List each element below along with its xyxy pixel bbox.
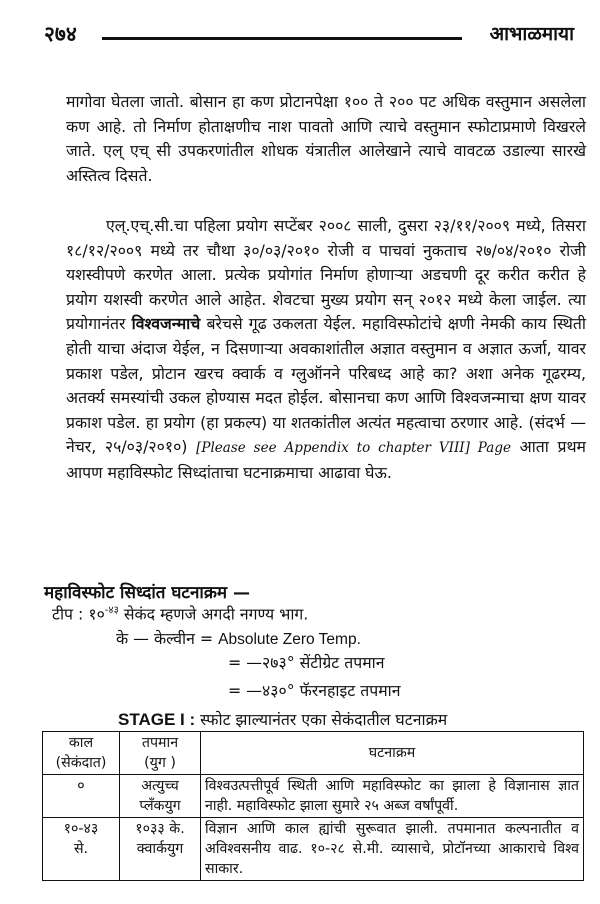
paragraph-2-text-a: एल्.एच्.सी.चा पहिला प्रयोग सप्टेंबर २००८ साली, दुसरा २३/११/२००९ मध्ये, तिसरा १८/१२/२००९ मध्ये तर चौथा ३०/०३/२०१० रोजी व पाचवां नुकताच २७/०४/२०१० रोजी यशस्वीपणे करणेत आला. प्रत्येक प्रयोगांत निर्माण होणाऱ्या अडचणी दूर करीत करीत हे प्रयोग यशस्वी करणेत आले आहेत. शेवटचा मुख्य प्रयोग सन् २०१२ मध्ये केला जाईल. त्या प्रयोगानंतर: [66, 216, 586, 334]
events-table: [42, 731, 584, 881]
header-temp-line1: तपमान: [141, 735, 179, 751]
paragraph-1: मागोवा घेतला जातो. बोसान हा कण प्रोटानपेक्षा १०० ते २०० पट अधिक वस्तुमान असलेला कण आहे. तो निर्माण होताक्षणीच नाश पावतो आणि त्याचे वस्तुमान स्फोटाप्रमाणे विखरले जाते. एल् एच् सी उपकरणांतील शोधक यंत्रातील आलेखाने त्याचे वावटळ उडाल्या सारखे अस्तित्व दिसते.: [66, 92, 586, 185]
note-suffix: सेकंद म्हणजे अगदी नगण्य भाग.: [118, 604, 309, 624]
note-exponent: -४३: [104, 605, 119, 616]
header-time: [43, 732, 120, 775]
row1-event: विश्वउत्पत्तीपूर्व स्थिती आणि महाविस्फोट का झाला हे विज्ञानास ज्ञात नाही. महाविस्फोट झाला सुमारे २५ अब्ज वर्षांपूर्वी.: [201, 775, 584, 818]
header-time-line1: काल: [68, 735, 94, 751]
row2-time-line2: से.: [73, 841, 89, 857]
kelvin-celsius: = —२७३° सेंटीग्रेट तपमान: [228, 653, 385, 672]
paragraph-2-text-c: बरेचसे गूढ उकलता येईल. महाविस्फोटांचे क्षणी नेमकी काय स्थिती होती याचा अंदाज येईल, न दिसणाऱ्या अवकाशांतील अज्ञात वस्तुमान व अज्ञात ऊर्जा, यावर प्रकाश पडेल, प्रोटान खरच क्वार्क व ग्लुऑनने परिबध्द आहे का? अशा अनेक गूढरम्य, अतर्क्य समस्यांची उकल होण्यास मदत होईल. बोसानचा कण आणि विश्वजन्माचा क्षण यावर प्रकाश पडेल. हा प्रयोग (हा प्रकल्प) या शतकांतील अत्यंत महत्वाचा ठरणार आहे. (संदर्भ — नेचर, २५/०३/२०१०): [66, 314, 586, 457]
page-number: २७४: [44, 22, 77, 46]
stage-title-text: स्फोट झाल्यानंतर एका सेकंदातील घटनाक्रम: [195, 710, 448, 729]
page-header: [44, 18, 574, 48]
header-temp: [120, 732, 201, 775]
header-temp-line2: (युग ): [144, 755, 176, 771]
stage-heading: [118, 708, 447, 730]
header-rule: [102, 37, 462, 40]
running-title: आभाळमाया: [489, 23, 574, 45]
row2-temp-line2: क्वार्कयुग: [136, 841, 184, 857]
stage-label: STAGE I :: [118, 710, 196, 729]
note-prefix: टीप : १०: [52, 604, 105, 624]
row2-time-line1: १०-४३: [63, 821, 99, 837]
handwritten-note: [Please see Appendix to chapter VIII] Page: [196, 440, 511, 457]
row1-temp-line1: अत्युच्च: [141, 778, 179, 794]
paragraph-2-bold-word: विश्वजन्माचे: [131, 314, 201, 334]
note-line: [52, 602, 308, 624]
table-row: [43, 775, 584, 818]
header-events: घटनाक्रम: [201, 732, 584, 775]
section-heading: महाविस्फोट सिध्दांत घटनाक्रम —: [44, 583, 250, 603]
paragraph-2-text-d: आता प्रथम आपण महाविस्फोट सिध्दांताचा घटनाक्रमाचा आढावा घेऊ.: [66, 437, 587, 482]
paragraph-2: [66, 214, 586, 486]
row2-event: विज्ञान आणि काल ह्यांची सुरूवात झाली. तपमानात कल्पनातीत व अविश्वसनीय वाढ. १०-२८ से.मी. व्यासाचे, प्रोटॉनच्या आकाराचे विश्व साकार.: [201, 818, 584, 881]
kelvin-fahrenheit: = —४३०° फॅरनहाइट तपमान: [228, 681, 401, 700]
kelvin-label: के — केल्वीन =: [116, 629, 219, 648]
row2-temp-line1: १०३३ के.: [135, 821, 185, 837]
kelvin-english: Absolute Zero Temp.: [218, 631, 361, 648]
header-time-line2: (सेकंदात): [55, 755, 107, 771]
row1-temp: [120, 775, 201, 818]
row2-temp: [120, 818, 201, 881]
table-row: [43, 818, 584, 881]
row1-time: ०: [43, 775, 120, 818]
kelvin-definition: [116, 627, 361, 649]
row1-temp-line2: प्लँकयुग: [139, 798, 181, 814]
table-header-row: [43, 732, 584, 775]
row2-time: [43, 818, 120, 881]
